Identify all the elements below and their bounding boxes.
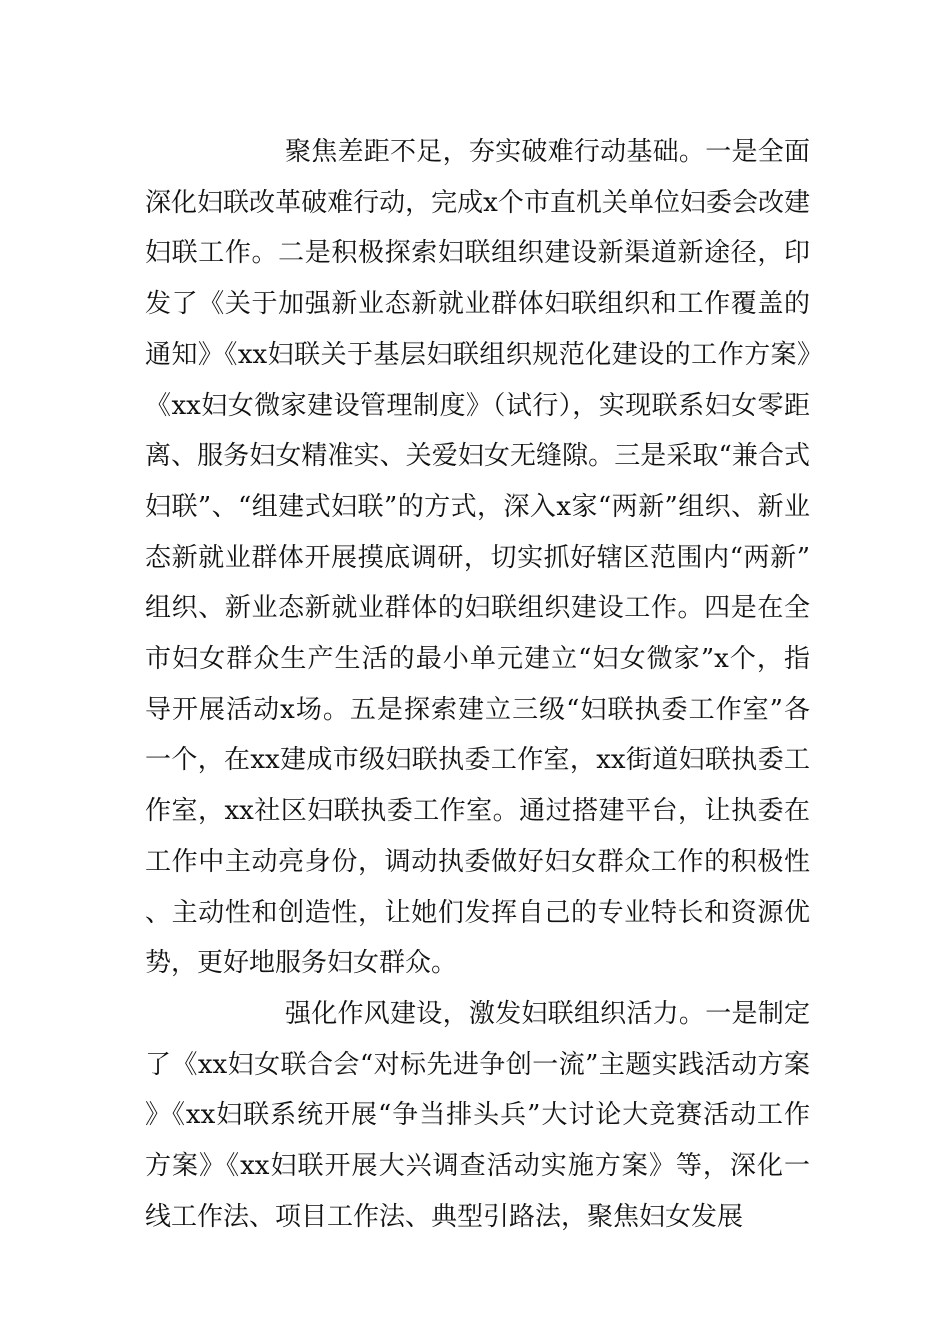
document-body: [145, 127, 810, 1242]
paragraph-breaking-difficulties: 聚焦差距不足，夯实破难行动基础。一是全面深化妇联改革破难行动，完成x个市直机关单位妇委会改建妇联工作。二是积极探索妇联组织建设新渠道新途径，印发了《关于加强新业态新就业群体妇联组织和工作覆盖的通知》《xx妇联关于基层妇联组织规范化建设的工作方案》《xx妇女微家建设管理制度》（试行），实现联系妇女零距离、服务妇女精准实、关爱妇女无缝隙。三是采取“兼合式妇联”、“组建式妇联”的方式，深入x家“两新”组织、新业态新就业群体开展摸底调研，切实抓好辖区范围内“两新”组织、新业态新就业群体的妇联组织建设工作。四是在全市妇女群众生产生活的最小单元建立“妇女微家”x个，指导开展活动x场。五是探索建立三级“妇联执委工作室”各一个，在xx建成市级妇联执委工作室，xx街道妇联执委工作室，xx社区妇联执委工作室。通过搭建平台，让执委在工作中主动亮身份，调动执委做好妇女群众工作的积极性、主动性和创造性，让她们发挥自己的专业特长和资源优势，更好地服务妇女群众。: [145, 137, 810, 979]
paragraph-work-style: 强化作风建设，激发妇联组织活力。一是制定了《xx妇女联合会“对标先进争创一流”主题实践活动方案》《xx妇联系统开展“争当排头兵”大讨论大竞赛活动工作方案》《xx妇联开展大兴调查活动实施方案》等，深化一线工作法、项目工作法、典型引路法，聚焦妇女发展: [145, 998, 810, 1232]
